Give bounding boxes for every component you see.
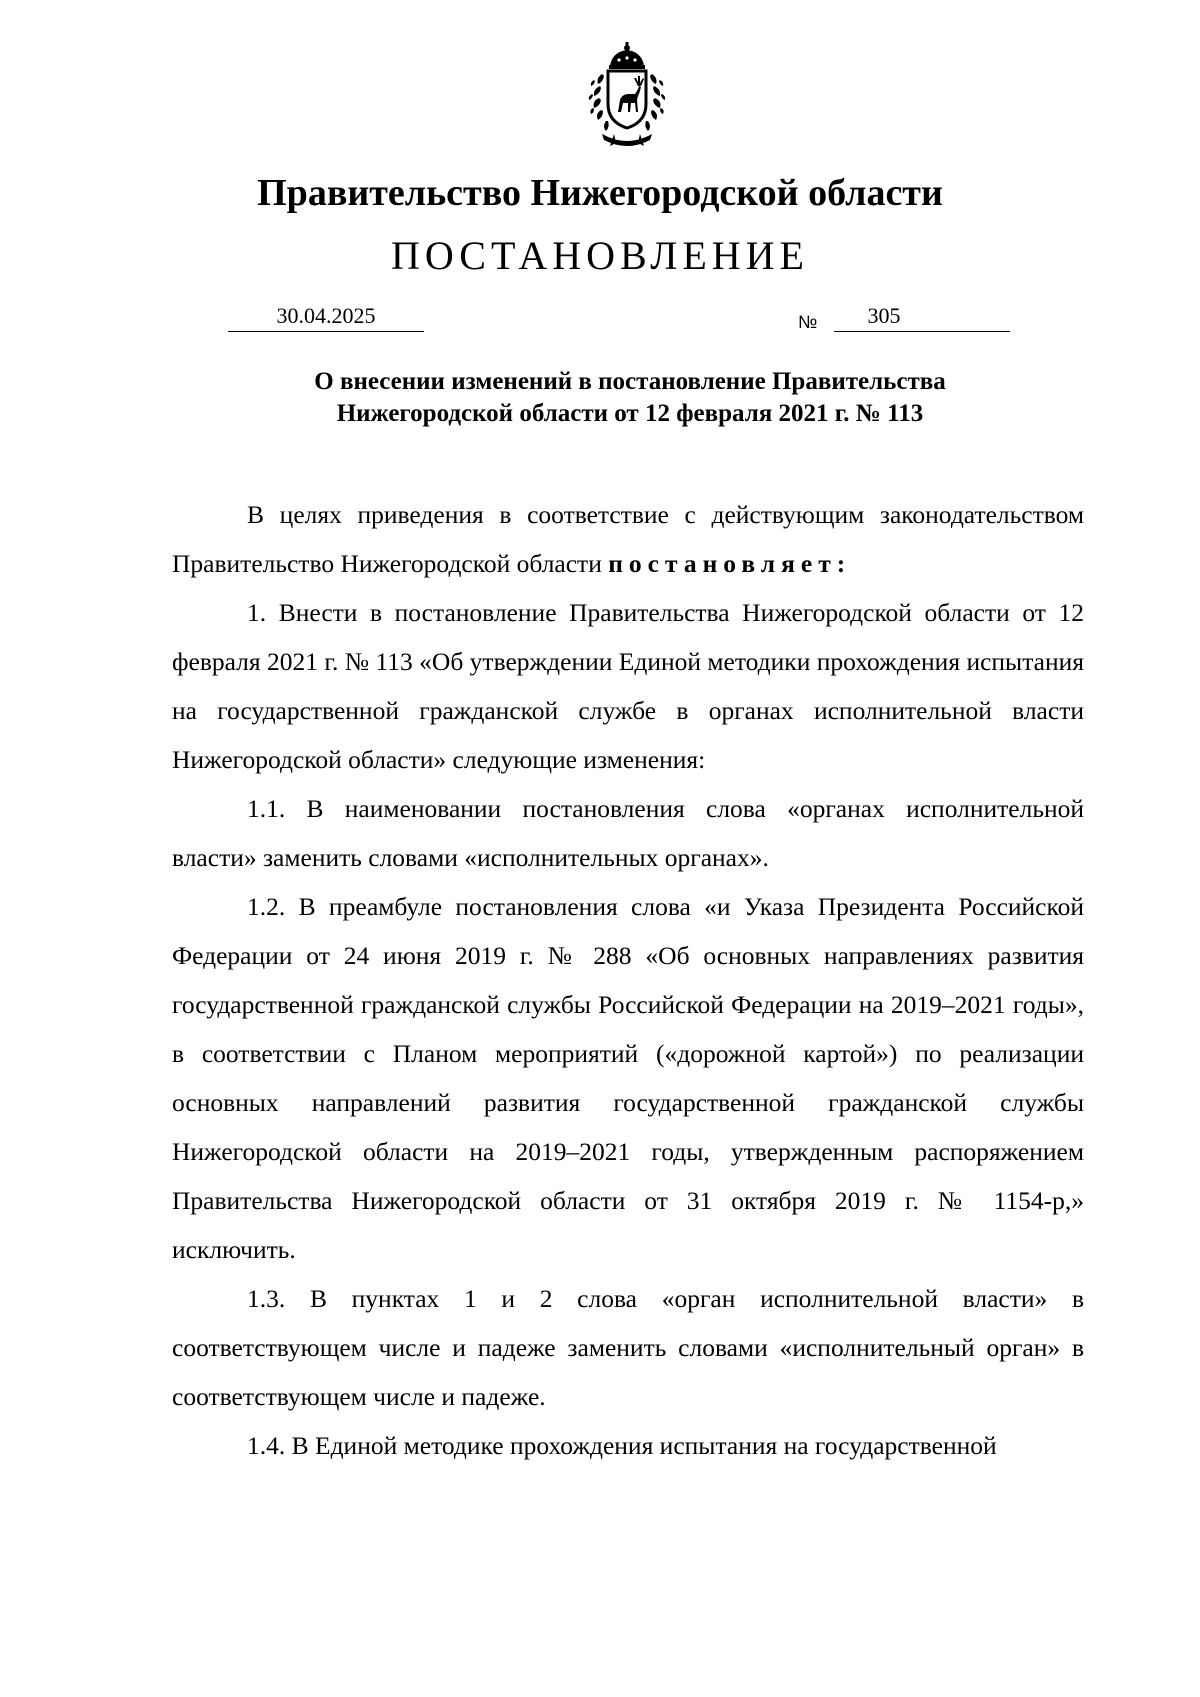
intro-text: В целях приведения в соответствие с действующим законодательством Правительство Нижегородской области <box>172 500 1084 578</box>
paragraph-1: 1. Внести в постановление Правительства Нижегородской области от 12 февраля 2021 г. № 113 «Об утверждении Единой методики прохождения испытания на государственной гражданской службе в органах исполнительной власти Нижегородской области» следующие изменения: <box>172 598 1084 774</box>
paragraph-1-1: 1.1. В наименовании постановления слова «органах исполнительной власти» заменить словами «исполнительных органах». <box>172 794 1084 872</box>
number-sign: № <box>798 312 818 332</box>
document-subject <box>200 366 1060 430</box>
paragraph-1-2: 1.2. В преамбуле постановления слова «и Указа Президента Российской Федерации от 24 июня 2019 г. № 288 «Об основных направлениях развития государственной гражданской службы Российской Федерации на 2019–2021 годы», в соответствии с Планом мероприятий («дорожной картой») по реализации основных направлений развития государственной гражданской службы Нижегородской области на 2019–2021 годы, утвержденным распоряжением Правительства Нижегородской области от 31 октября 2019 г. № 1154-р,» исключить. <box>172 892 1084 1264</box>
subject-line-1: О внесении изменений в постановление Правительства <box>314 368 946 395</box>
date-underline <box>228 331 424 332</box>
intro-paragraph <box>172 490 1084 588</box>
document-body <box>172 490 1084 1470</box>
document-date: 30.04.2025 <box>276 303 376 328</box>
paragraph-1-3: 1.3. В пунктах 1 и 2 слова «орган исполнительной власти» в соответствующем числе и падеже заменить словами «исполнительный орган» в соответствующем числе и падеже. <box>172 1284 1084 1411</box>
subject-line-2: Нижегородской области от 12 февраля 2021 г. № 113 <box>336 400 924 427</box>
government-title: Правительство Нижегородской области <box>257 172 943 214</box>
document-number: 305 <box>867 303 901 328</box>
number-underline <box>834 331 1010 332</box>
coat-of-arms-icon <box>572 38 682 150</box>
document-type: ПОСТАНОВЛЕНИЕ <box>391 233 809 278</box>
paragraph-1-4: 1.4. В Единой методике прохождения испытания на государственной <box>247 1431 997 1460</box>
decree-word: постановляет: <box>608 549 852 578</box>
